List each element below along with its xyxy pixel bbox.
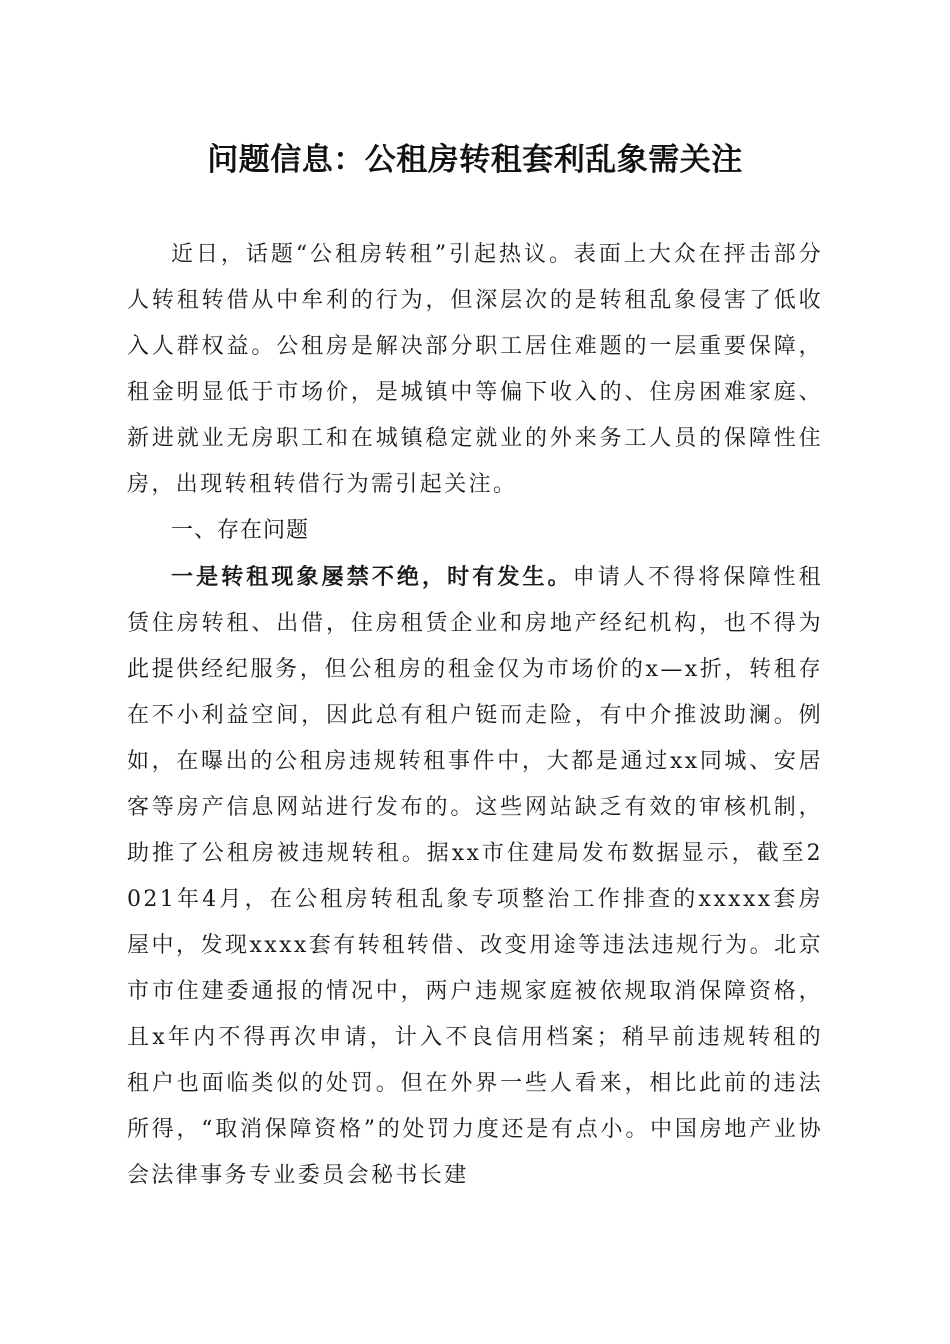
- document-body: [127, 232, 823, 1199]
- section-heading: 一、存在问题: [171, 518, 310, 543]
- point-one-paragraph: [127, 554, 823, 1199]
- document-title: 问题信息：公租房转租套利乱象需关注: [207, 142, 743, 178]
- point-one-body: 申请人不得将保障性租赁住房转租、出借，住房租赁企业和房地产经纪机构，也不得为此提供经纪服务，但公租房的租金仅为市场价的x—x折，转租存在不小利益空间，因此总有租户铤而走险，有中介推波助澜。例如，在曝出的公租房违规转租事件中，大都是通过xx同城、安居客等房产信息网站进行发布的。这些网站缺乏有效的审核机制，助推了公租房被违规转租。据xx市住建局发布数据显示，截至2021年4月，在公租房转租乱象专项整治工作排查的xxxxx套房屋中，发现xxxx套有转租转借、改变用途等违法违规行为。北京市市住建委通报的情况中，两户违规家庭被依规取消保障资格，且x年内不得再次申请，计入不良信用档案；稍早前违规转租的租户也面临类似的处罚。但在外界一些人看来，相比此前的违法所得，“取消保障资格”的处罚力度还是有点小。中国房地产业协会法律事务专业委员会秘书长建: [127, 565, 823, 1188]
- point-one-lead: 一是转租现象屡禁不绝，时有发生。: [171, 564, 573, 590]
- intro-paragraph: 近日，话题“公租房转租”引起热议。表面上大众在抨击部分人转租转借从中牟利的行为，但深层次的是转租乱象侵害了低收入人群权益。公租房是解决部分职工居住难题的一层重要保障，租金明显低于市场价，是城镇中等偏下收入的、住房困难家庭、新进就业无房职工和在城镇稳定就业的外来务工人员的保障性住房，出现转租转借行为需引起关注。: [127, 242, 823, 497]
